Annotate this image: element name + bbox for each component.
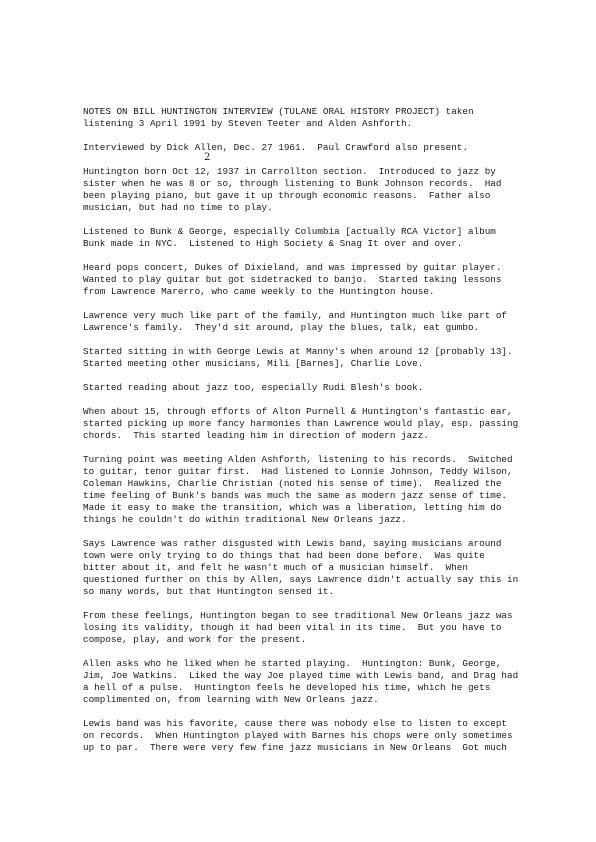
paragraph-title (83, 106, 553, 130)
text-line: Listened to Bunk & George, especially Columbia [actually RCA Victor] album (83, 226, 496, 237)
paragraph-allen-asks (83, 658, 553, 706)
paragraph-interviewer (83, 142, 553, 154)
text-line: Coleman Hawkins, Charlie Christian (noted his sense of time). Realized the (83, 478, 502, 489)
text-line: chords. This started leading him in direction of modern jazz. (83, 430, 429, 441)
text-line: Lawrence very much like part of the family, and Huntington much like part of (83, 310, 508, 321)
handwritten-annotation: 2 (204, 152, 211, 163)
paragraph-pops-concert (83, 262, 553, 298)
text-line: musician, but had no time to play. (83, 202, 273, 213)
text-line: Turning point was meeting Alden Ashforth, listening to his records. Switched (83, 454, 513, 465)
text-line: Started reading about jazz too, especially Rudi Blesh's book. (83, 382, 424, 393)
text-line: Interviewed by Dick Allen, Dec. 27 1961. Paul Crawford also present. (83, 142, 468, 153)
text-line: Made it easy to make the transition, which was a liberation, letting him do (83, 502, 502, 513)
text-line: things he couldn't do within traditional New Orleans jazz. (83, 514, 407, 525)
text-line: on records. When Huntington played with Barnes his chops were only sometimes (83, 730, 513, 741)
paragraph-age-15 (83, 406, 553, 442)
text-line: Lawrence's family. They'd sit around, play the blues, talk, eat gumbo. (83, 322, 480, 333)
text-line: been playing piano, but gave it up through economic reasons. Father also (83, 190, 491, 201)
text-line: Heard pops concert, Dukes of Dixieland, and was impressed by guitar player. (83, 262, 502, 273)
text-line: up to par. There were very few fine jazz musicians in New Orleans Got much (83, 742, 508, 753)
text-line: Says Lawrence was rather disgusted with Lewis band, saying musicians around (83, 538, 502, 549)
text-line: so many words, but that Huntington sensed it. (83, 586, 335, 597)
text-line: to guitar, tenor guitar first. Had listened to Lonnie Johnson, Teddy Wilson, (83, 466, 513, 477)
text-line: Huntington born Oct 12, 1937 in Carrollton section. Introduced to jazz by (83, 166, 496, 177)
text-line: bitter about it, and felt he wasn't much of a musician himself. When (83, 562, 468, 573)
text-line: started picking up more fancy harmonies than Lawrence would play, esp. passing (83, 418, 519, 429)
paragraph-george-lewis (83, 346, 553, 370)
paragraph-family (83, 310, 553, 334)
paragraph-lawrence-disgusted (83, 538, 553, 598)
paragraph-lewis-band (83, 718, 553, 754)
text-line: sister when he was 8 or so, through listening to Bunk Johnson records. Had (83, 178, 502, 189)
paragraph-bunk-george (83, 226, 553, 250)
text-line: NOTES ON BILL HUNTINGTON INTERVIEW (TULANE ORAL HISTORY PROJECT) taken (83, 106, 474, 117)
text-line: complimented on, from learning with New Orleans jazz. (83, 694, 379, 705)
text-line: a hell of a pulse. Huntington feels he developed his time, which he gets (83, 682, 491, 693)
text-line: Allen asks who he liked when he started playing. Huntington: Bunk, George, (83, 658, 502, 669)
text-line: questioned further on this by Allen, says Lawrence didn't actually say this in (83, 574, 519, 585)
paragraph-feelings (83, 610, 553, 646)
text-line: Started sitting in with George Lewis at Manny's when around 12 [probably 13]. (83, 346, 513, 357)
text-line: time feeling of Bunk's bands was much the same as modern jazz sense of time. (83, 490, 508, 501)
text-line: from Lawrence Marerro, who came weekly to the Huntington house. (83, 286, 435, 297)
paragraph-reading (83, 382, 553, 394)
text-line: From these feelings, Huntington began to see traditional New Orleans jazz was (83, 610, 513, 621)
paragraph-turning-point (83, 454, 553, 526)
text-line: Bunk made in NYC. Listened to High Society & Snag It over and over. (83, 238, 463, 249)
text-line: losing its validity, though it had been vital in its time. But you have to (83, 622, 502, 633)
text-line: Wanted to play guitar but got sidetracked to banjo. Started taking lessons (83, 274, 502, 285)
text-line: Lewis band was his favorite, cause there was nobody else to listen to except (83, 718, 508, 729)
text-line: Started meeting other musicians, Mili [Barnes], Charlie Love. (83, 358, 424, 369)
text-line: listening 3 April 1991 by Steven Teeter and Alden Ashforth. (83, 118, 413, 129)
paragraph-birth (83, 166, 553, 214)
text-line: Jim, Joe Watkins. Liked the way Joe played time with Lewis band, and Drag had (83, 670, 519, 681)
text-line: compose, play, and work for the present. (83, 634, 307, 645)
text-line: When about 15, through efforts of Alton Purnell & Huntington's fantastic ear, (83, 406, 513, 417)
text-line: town were only trying to do things that had been done before. Was quite (83, 550, 485, 561)
